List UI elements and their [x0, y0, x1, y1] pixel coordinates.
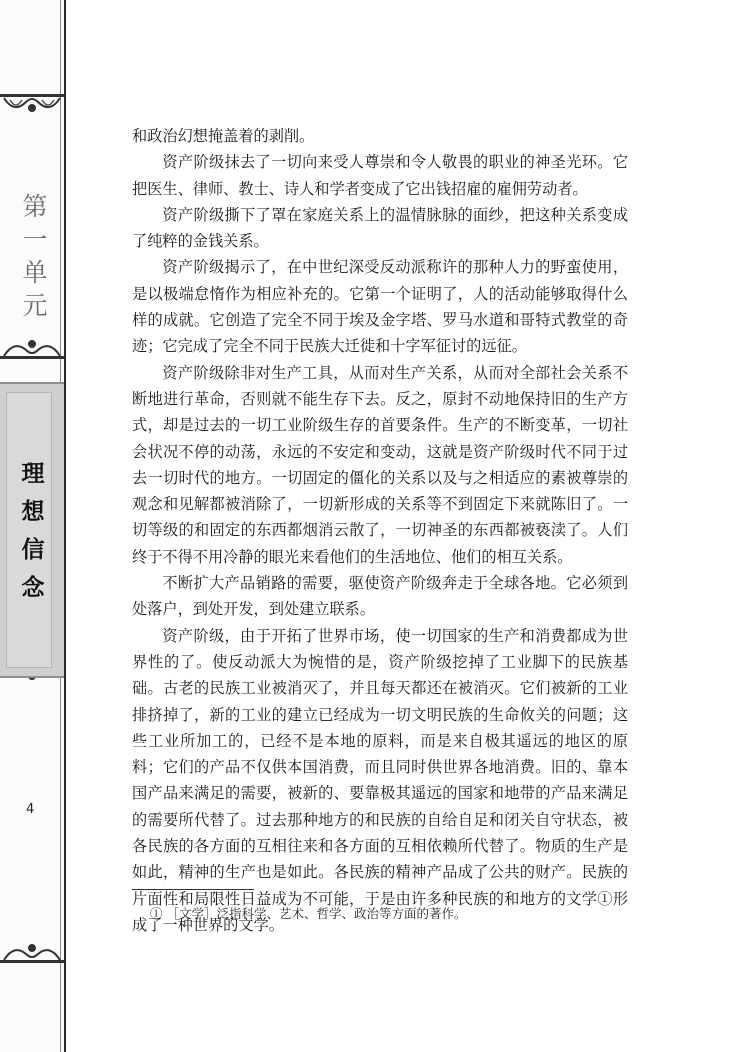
theme-char: 信	[21, 536, 45, 563]
paragraph: 资产阶级撕下了罩在家庭关系上的温情脉脉的面纱，把这种关系变成了纯粹的金钱关系。	[132, 205, 628, 251]
theme-char: 理	[21, 460, 45, 487]
paragraph: 资产阶级除非对生产工具，从而对生产关系，从而对全部社会关系不断地进行革命，否则就不能生存下去。反之，原封不动地保持旧的生产方式，却是过去的一切工业阶级生存的首要条件。生产的不断变革，一切社会状况不停的动荡，永远的不安定和变动，这就是资产阶级时代不同于过去一切时代的地方。一切固定的僵化的关系以及与之相适应的素被尊崇的观念和见解都被消除了，一切新形成的关系等不到固定下来就陈旧了。一切等级的和固定的东西都烟消云散了，一切神圣的东西都被亵渎了。人们终于不得不用冷静的眼光来看他们的生活地位、他们的相互关系。	[132, 363, 628, 566]
page-number: 4	[26, 802, 35, 817]
sidebar-border-rule	[64, 0, 66, 1052]
unit-char: 元	[22, 291, 48, 320]
middle-ornament-top-icon	[0, 332, 64, 360]
bottom-ornament-icon	[0, 936, 64, 964]
footnote: ① ［文学］泛指科学、艺术、哲学、政治等方面的著作。	[150, 906, 467, 921]
unit-char: 第	[22, 192, 48, 221]
body-text	[132, 123, 628, 938]
theme-char: 念	[21, 574, 45, 601]
paragraph: 资产阶级抹去了一切向来受人尊崇和令人敬畏的职业的神圣光环。它把医生、律师、教士、诗人和学者变成了它出钱招雇的雇佣劳动者。	[132, 153, 628, 198]
unit-title	[20, 190, 50, 322]
paragraph: 不断扩大产品销路的需要，驱使资产阶级奔走于全球各地。它必须到处落户，到处开发，到处建立联系。	[132, 574, 628, 619]
paragraph: 和政治幻想掩盖着的剥削。	[132, 127, 315, 145]
paragraph: 资产阶级，由于开拓了世界市场，使一切国家的生产和消费都成为世界性的了。使反动派大为惋惜的是，资产阶级挖掉了工业脚下的民族基础。古老的民族工业被消灭了，并且每天都还在被消灭。它们被新的工业排挤掉了，新的工业的建立已经成为一切文明民族的生命攸关的问题；这些工业所加工的，已经不是本地的原料，而是来自极其遥远的地区的原料；它们的产品不仅供本国消费，而且同时供世界各地消费。旧的、靠本国产品来满足的需要，被新的、要靠极其遥远的国家和地带的产品来满足的需要所代替了。过去那种地方的和民族的自给自足和闭关自守状态，被各民族的各方面的互相往来和各方面的互相依赖所代替了。物质的生产是如此，精神的生产也是如此。各民族的精神产品成了公共的财产。民族的片面性和局限性日益成为不可能，于是由许多种民族的和地方的文学①形成了一种世界的文学。	[132, 626, 628, 934]
theme-char: 想	[21, 498, 45, 525]
unit-char: 一	[22, 225, 48, 254]
footnote-divider	[132, 889, 254, 890]
paragraph: 资产阶级揭示了，在中世纪深受反动派称许的那种人力的野蛮使用，是以极端怠惰作为相应补充的。它第一个证明了，人的活动能够取得什么样的成就。它创造了完全不同于埃及金字塔、罗马水道和哥特式教堂的奇迹；它完成了完全不同于民族大迁徙和十字军征讨的远征。	[132, 258, 628, 356]
theme-title	[18, 455, 48, 607]
top-ornament-icon	[0, 92, 64, 120]
unit-char: 单	[22, 258, 48, 287]
